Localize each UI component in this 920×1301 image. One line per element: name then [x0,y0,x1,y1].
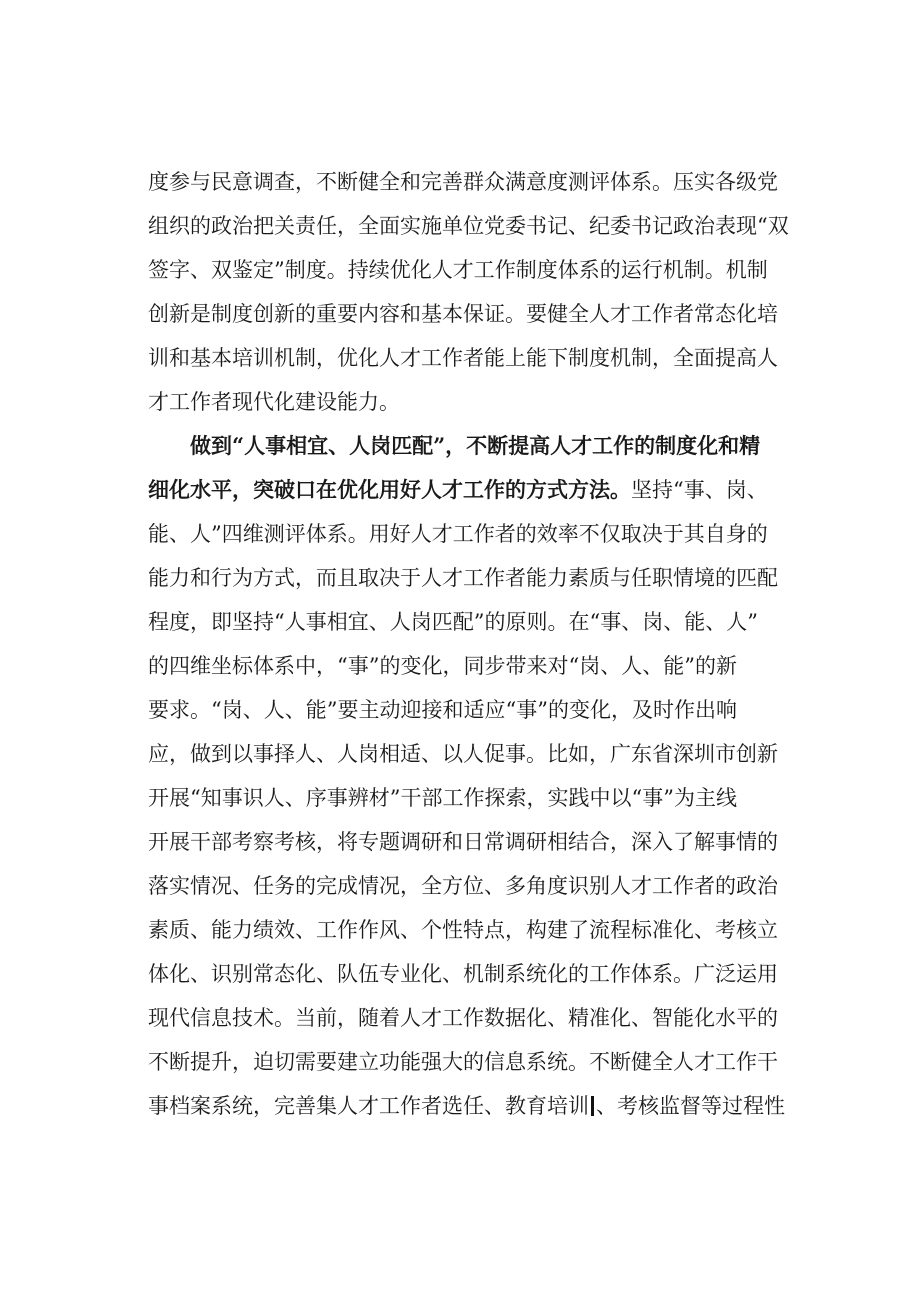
paragraph-1-line-3: 签字、双鉴定”制度。持续优化人才工作制度体系的运行机制。机制 [148,258,768,282]
paragraph-2-line-8: 应，做到以事择人、人岗相适、以人促事。比如，广东省深圳市创新 [148,742,778,766]
paragraph-1-line-6: 才工作者现代化建设能力。 [148,390,400,414]
paragraph-2-line-5: 程度，即坚持“人事相宜、人岗匹配”的原则。在“事、岗、能、人” [148,610,758,634]
paragraph-2-line-6: 的四维坐标体系中，“事”的变化，同步带来对“岗、人、能”的新 [148,654,737,678]
paragraph-2-line-13: 体化、识别常态化、队伍专业化、机制系统化的工作体系。广泛运用 [148,962,778,986]
paragraph-2-line-2-rest: 坚持“事、岗、 [631,478,768,502]
paragraph-2-last-line-end: 、考核监督等过程性 [596,1094,785,1118]
paragraph-2-line-9: 开展“知事识人、序事辨材”干部工作探索，实践中以“事”为主线 [148,786,737,810]
paragraph-2-line-2 [148,468,768,512]
paragraph-1-line-1: 度参与民意调查，不断健全和完善群众满意度测评体系。压实各级党 [148,170,778,194]
paragraph-2-last-line-start: 事档案系统，完善集人才工作者选任、教育培训 [148,1094,589,1118]
paragraph-1-line-2: 组织的政治把关责任，全面实施单位党委书记、纪委书记政治表现“双 [148,214,789,238]
paragraph-2-line-12: 素质、能力绩效、工作作风、个性特点，构建了流程标准化、考核立 [148,918,778,942]
paragraph-2-line-16 [148,1084,785,1128]
paragraph-2-line-11: 落实情况、任务的完成情况，全方位、多角度识别人才工作者的政治 [148,874,778,898]
paragraph-2-heading-line-2: 细化水平，突破口在优化用好人才工作的方式方法。 [148,477,631,502]
paragraph-1-line-5: 训和基本培训机制，优化人才工作者能上能下制度机制，全面提高人 [148,346,778,370]
paragraph-2-heading-line-1: 做到“人事相宜、人岗匹配”，不断提高人才工作的制度化和精 [190,433,761,458]
paragraph-2-line-15: 不断提升，迫切需要建立功能强大的信息系统。不断健全人才工作干 [148,1050,778,1074]
paragraph-2-line-7: 要求。“岗、人、能”要主动迎接和适应“事”的变化，及时作出响 [148,698,737,722]
paragraph-2-line-4: 能力和行为方式，而且取决于人才工作者能力素质与任职情境的匹配 [148,566,778,590]
paragraph-2-line-3: 能、人”四维测评体系。用好人才工作者的效率不仅取决于其自身的 [148,522,768,546]
paragraph-2-line-14: 现代信息技术。当前，随着人才工作数据化、精准化、智能化水平的 [148,1006,778,1030]
paragraph-1-line-4: 创新是制度创新的重要内容和基本保证。要健全人才工作者常态化培 [148,302,778,326]
paragraph-2-line-10: 开展干部考察考核，将专题调研和日常调研相结合，深入了解事情的 [148,830,778,854]
text-cursor-mark [591,1096,594,1116]
